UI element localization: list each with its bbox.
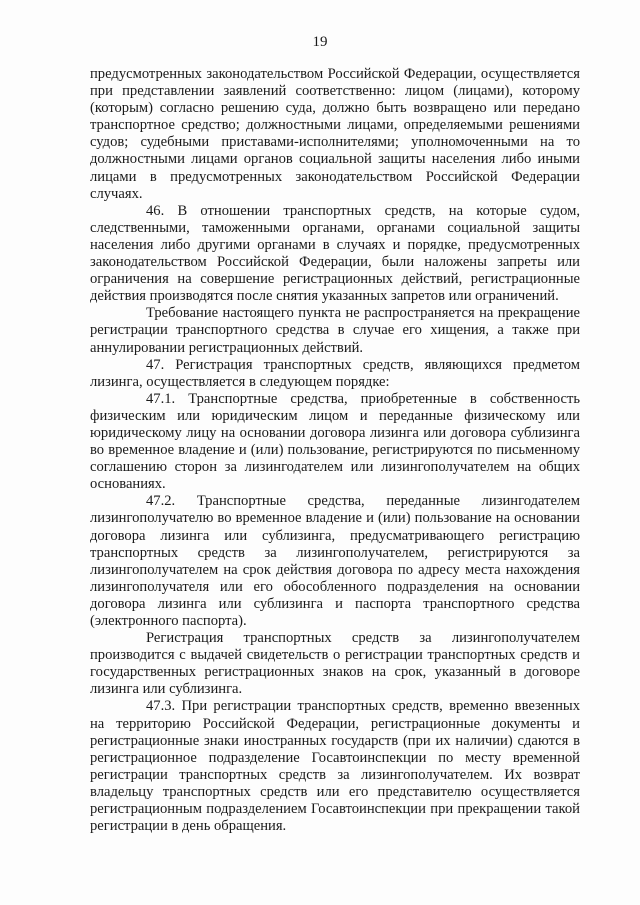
paragraph-item-47-2: 47.2. Транспортные средства, переданные лизингодателем лизингополучателю во временное владение и (или) пользование на основании договора лизинга или сублизинга, предусматривающего регистрацию транспортных средств за лизингополучателем, регистрируются за лизингополучателем на срок действия договора по адресу места нахождения лизингополучателя или его обособленного подразделения на основании договора лизинга или сублизинга и паспорта транспортного средства (электронного паспорта). bbox=[90, 493, 580, 629]
paragraph-continuation: предусмотренных законодательством Российской Федерации, осуществляется при представлении заявлений соответственно: лицом (лицами), которому (которым) согласно решению суда, должно быть возвращено или передано транспортное средство; должностными лицами, определяемыми решениями судов; судебными приставами-исполнителями; уполномоченными на то должностными лицами органов социальной защиты населения либо иными лицами в предусмотренных законодательством Российской Федерации случаях. bbox=[90, 66, 580, 202]
page-body bbox=[90, 66, 580, 835]
paragraph-item-47: 47. Регистрация транспортных средств, являющихся предметом лизинга, осуществляется в следующем порядке: bbox=[90, 356, 580, 390]
page-number: 19 bbox=[312, 34, 328, 50]
paragraph-item-47-2-registration: Регистрация транспортных средств за лизингополучателем производится с выдачей свидетельств о регистрации транспортных средств и государственных регистрационных знаков на срок, указанный в договоре лизинга или сублизинга. bbox=[90, 630, 580, 698]
paragraph-item-47-3: 47.3. При регистрации транспортных средств, временно ввезенных на территорию Российской Федерации, регистрационные документы и регистрационные знаки иностранных государств (при их наличии) сдаются в регистрационное подразделение Госавтоинспекции по месту временной регистрации транспортных средств за лизингополучателем. Их возврат владельцу транспортных средств или его представителю осуществляется регистрационным подразделением Госавтоинспекции при прекращении такой регистрации в день обращения. bbox=[90, 698, 580, 835]
paragraph-item-47-1: 47.1. Транспортные средства, приобретенные в собственность физическим или юридическим лицом и переданные физическому или юридическому лицу на основании договора лизинга или договора сублизинга во временное владение и (или) пользование, регистрируются по письменному соглашению сторон за лизингодателем или лизингополучателем на общих основаниях. bbox=[90, 390, 580, 493]
paragraph-item-46-requirement: Требование настоящего пункта не распространяется на прекращение регистрации транспортного средства в случае его хищения, а также при аннулировании регистрационных действий. bbox=[90, 305, 580, 356]
paragraph-item-46: 46. В отношении транспортных средств, на которые судом, следственными, таможенными органами, органами социальной защиты населения либо другими органами в случаях и порядке, предусмотренных законодательством Российской Федерации, были наложены запреты или ограничения на совершение регистрационных действий, регистрационные действия производятся после снятия указанных запретов или ограничений. bbox=[90, 202, 580, 305]
